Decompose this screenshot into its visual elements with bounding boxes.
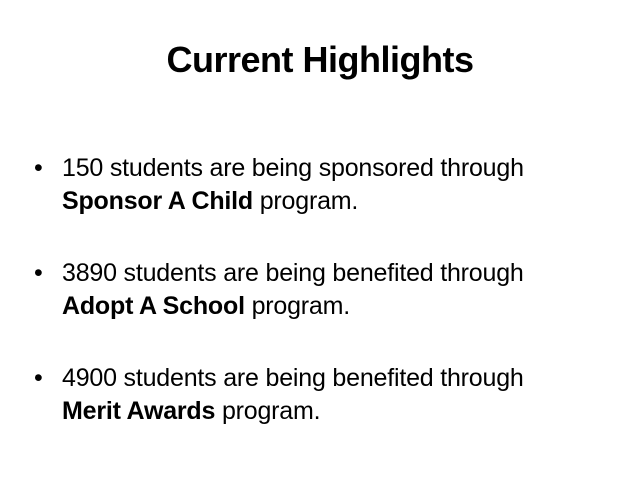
bullet-item-merit-awards	[34, 362, 614, 428]
bullet-icon: •	[34, 364, 43, 392]
program-name: Merit Awards	[62, 397, 216, 425]
bullet-text: 150 students are being sponsored through	[62, 154, 524, 182]
bullet-text: 4900 students are being benefited through	[62, 364, 524, 392]
program-suffix: program.	[215, 397, 321, 425]
bullet-list	[34, 152, 614, 467]
bullet-text: 3890 students are being benefited through	[62, 259, 524, 287]
bullet-item-sponsor-a-child	[34, 152, 614, 218]
program-suffix: program.	[244, 292, 351, 320]
bullet-icon: •	[34, 259, 43, 287]
program-name: Sponsor A Child	[62, 187, 253, 215]
bullet-item-adopt-a-school	[34, 257, 614, 323]
slide-title: Current Highlights	[166, 39, 474, 80]
program-name: Adopt A School	[62, 292, 245, 320]
program-suffix: program.	[252, 187, 359, 215]
bullet-icon: •	[34, 154, 43, 182]
